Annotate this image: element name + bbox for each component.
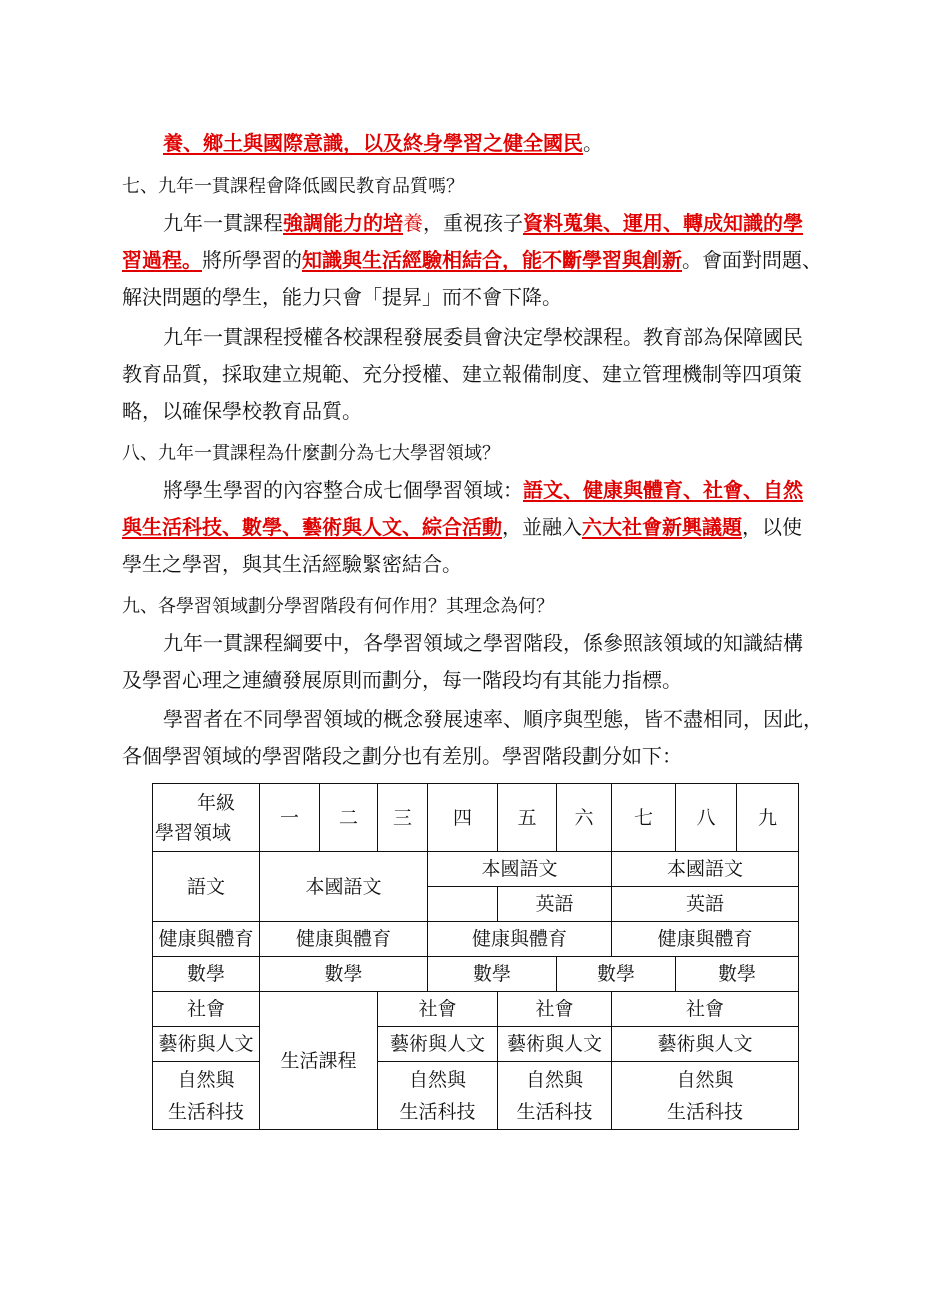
q8-paragraph1-line1 (163, 477, 833, 503)
body-text: 將所學習的 (202, 248, 302, 272)
grade-2-cell: 二 (320, 784, 378, 852)
life-course-cell: 生活課程 (260, 992, 378, 1130)
table-row (153, 922, 799, 957)
grade-5-cell: 五 (498, 784, 557, 852)
table-row (153, 852, 799, 887)
body-text: ，重視孩子 (423, 211, 523, 235)
grade-6-cell: 六 (557, 784, 612, 852)
arts-stage4-cell: 藝術與人文 (612, 1027, 799, 1062)
science-stage4-line2: 生活科技 (666, 1100, 743, 1123)
question-7-heading: 七、九年一貫課程會降低國民教育品質嗎？ (122, 176, 464, 197)
health-stage1-cell: 健康與體育 (260, 922, 428, 957)
body-text: ，並融入 (502, 515, 582, 539)
science-stage3-line2: 生活科技 (516, 1100, 593, 1123)
table-row (153, 1062, 799, 1130)
highlight-text: 與生活科技、數學、藝術與人文、綜合活動 (122, 515, 502, 539)
highlight-text: 六大社會新興議題 (582, 515, 742, 539)
math-stage3-cell: 數學 (557, 957, 676, 992)
q9-paragraph2-line1: 學習者在不同學習領域的概念發展速率、順序與型態，皆不盡相同，因此， (163, 707, 823, 731)
social-stage4-cell: 社會 (612, 992, 799, 1027)
arts-stage2-cell: 藝術與人文 (378, 1027, 498, 1062)
question-8-heading: 八、九年一貫課程為什麼劃分為七大學習領域？ (122, 443, 500, 464)
science-stage2-line2: 生活科技 (399, 1100, 476, 1123)
arts-stage3-cell: 藝術與人文 (498, 1027, 612, 1062)
q7-paragraph1-line1 (163, 210, 833, 236)
science-label-line2: 生活科技 (167, 1100, 244, 1123)
science-stage4-cell (612, 1062, 799, 1130)
table-row (153, 957, 799, 992)
q9-paragraph1-line2: 及學習心理之連續發展原則而劃分，每一階段均有其能力指標。 (122, 668, 682, 692)
grade-1-cell: 一 (260, 784, 320, 852)
q7-paragraph2-line3: 略，以確保學校教育品質。 (122, 399, 362, 423)
body-text: 。會面對問題、 (682, 248, 822, 272)
q7-paragraph1-line2 (122, 247, 832, 273)
domain-health-label: 健康與體育 (153, 922, 260, 957)
science-stage3-cell (498, 1062, 612, 1130)
science-stage2-line1: 自然與 (408, 1068, 466, 1091)
table-header-row (153, 784, 799, 852)
science-label-line1: 自然與 (177, 1068, 235, 1091)
q7-paragraph2-line2: 教育品質，採取建立規範、充分授權、建立報備制度、建立管理機制等四項策 (122, 362, 802, 386)
body-text: 將學生學習的內容整合成七個學習領域： (163, 478, 523, 502)
social-stage2-cell: 社會 (378, 992, 498, 1027)
highlight-text: 養、鄉土與國際意識，以及終身學習之健全國民 (163, 131, 583, 155)
q9-paragraph1-line1: 九年一貫課程綱要中，各學習領域之學習階段，係參照該領域的知識結構 (163, 631, 803, 655)
science-stage4-line1: 自然與 (676, 1068, 734, 1091)
q8-paragraph1-line2 (122, 514, 832, 540)
language-stage2-empty-cell (428, 887, 498, 922)
table-row (153, 992, 799, 1027)
body-text: ，以使 (742, 515, 802, 539)
domain-science-label (153, 1062, 260, 1130)
highlight-text: 養 (403, 211, 423, 235)
highlight-text: 資料蒐集、運用、轉成知識的學 (523, 211, 803, 235)
domain-language-label: 語文 (153, 852, 260, 922)
highlight-text: 知識與生活經驗相結合，能不斷學習與創新 (302, 248, 682, 272)
highlight-text: 語文、健康與體育、社會、自然 (523, 478, 803, 502)
learning-stage-table (152, 783, 799, 1130)
science-stage3-line1: 自然與 (525, 1068, 583, 1091)
intro-continuation (163, 130, 873, 156)
language-stage2-english-cell: 英語 (498, 887, 612, 922)
health-stage3-cell: 健康與體育 (612, 922, 799, 957)
header-grade-label: 年級 (197, 791, 236, 814)
grade-3-cell: 三 (378, 784, 428, 852)
body-text: 九年一貫課程 (163, 211, 283, 235)
question-9-heading: 九、各學習領域劃分學習階段有何作用？其理念為何？ (122, 596, 554, 617)
math-stage4-cell: 數學 (676, 957, 799, 992)
language-stage3-english-cell: 英語 (612, 887, 799, 922)
q8-paragraph1-line3: 學生之學習，與其生活經驗緊密結合。 (122, 552, 462, 576)
grade-7-cell: 七 (612, 784, 676, 852)
header-domain-label: 學習領域 (155, 821, 232, 844)
language-stage1-cell: 本國語文 (260, 852, 428, 922)
header-corner-cell (153, 784, 260, 852)
math-stage2-cell: 數學 (428, 957, 557, 992)
language-stage2-native-cell: 本國語文 (428, 852, 612, 887)
grade-9-cell: 九 (737, 784, 799, 852)
q7-paragraph2-line1: 九年一貫課程授權各校課程發展委員會決定學校課程。教育部為保障國民 (163, 325, 803, 349)
body-text: 。 (583, 131, 603, 155)
social-stage3-cell: 社會 (498, 992, 612, 1027)
grade-4-cell: 四 (428, 784, 498, 852)
table-row (153, 1027, 799, 1062)
science-stage2-cell (378, 1062, 498, 1130)
q9-paragraph2-line2: 各個學習領域的學習階段之劃分也有差別。學習階段劃分如下： (122, 744, 682, 768)
q7-paragraph1-line3: 解決問題的學生，能力只會「提昇」而不會下降。 (122, 285, 562, 309)
domain-social-label: 社會 (153, 992, 260, 1027)
domain-math-label: 數學 (153, 957, 260, 992)
language-stage3-native-cell: 本國語文 (612, 852, 799, 887)
highlight-text: 習過程。 (122, 248, 202, 272)
highlight-text: 強調能力的培 (283, 211, 403, 235)
math-stage1-cell: 數學 (260, 957, 428, 992)
grade-8-cell: 八 (676, 784, 737, 852)
domain-arts-label: 藝術與人文 (153, 1027, 260, 1062)
health-stage2-cell: 健康與體育 (428, 922, 612, 957)
